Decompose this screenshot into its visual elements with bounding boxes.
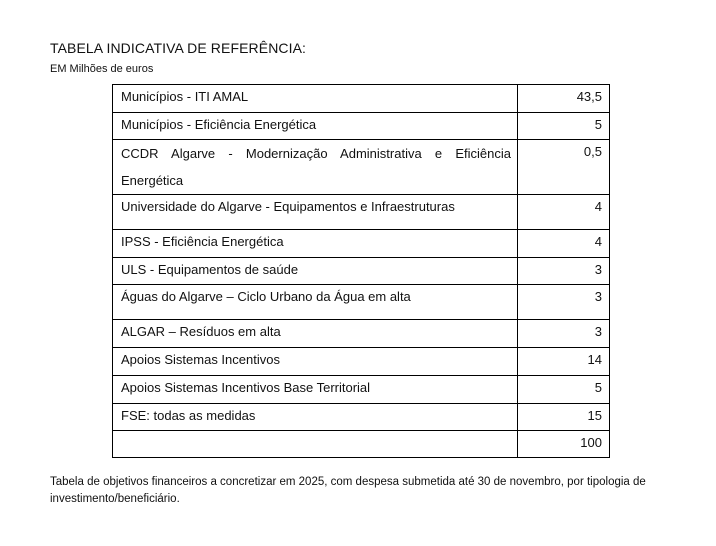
row-value-cell bbox=[518, 348, 610, 376]
row-label-cell bbox=[113, 230, 518, 258]
row-label-cell bbox=[113, 404, 518, 431]
row-label-cell bbox=[113, 348, 518, 376]
row-value: 4 bbox=[594, 234, 602, 249]
table-row bbox=[113, 113, 610, 140]
row-value-cell bbox=[518, 320, 610, 348]
row-value-cell bbox=[518, 285, 610, 320]
row-label: ULS - Equipamentos de saúde bbox=[121, 262, 299, 277]
row-value-cell bbox=[518, 195, 610, 230]
row-value-cell bbox=[518, 140, 610, 195]
table-row bbox=[113, 285, 610, 320]
row-value: 5 bbox=[594, 380, 602, 395]
table-row bbox=[113, 320, 610, 348]
table-row bbox=[113, 230, 610, 258]
row-label: ALGAR – Resíduos em alta bbox=[121, 324, 281, 339]
reference-table bbox=[112, 84, 610, 458]
row-label: Universidade do Algarve - Equipamentos e Infraestruturas bbox=[121, 199, 455, 214]
row-label: FSE: todas as medidas bbox=[121, 408, 256, 423]
table-total-row bbox=[113, 431, 610, 458]
row-value: 5 bbox=[594, 117, 602, 132]
row-label-cell bbox=[113, 376, 518, 404]
row-value: 14 bbox=[587, 352, 602, 367]
row-value: 3 bbox=[594, 289, 602, 304]
row-value-cell bbox=[518, 85, 610, 113]
table-row bbox=[113, 348, 610, 376]
row-value: 3 bbox=[594, 262, 602, 277]
row-value-cell bbox=[518, 113, 610, 140]
row-value: 0,5 bbox=[583, 144, 602, 159]
row-value: 3 bbox=[594, 324, 602, 339]
table-row bbox=[113, 376, 610, 404]
row-value: 43,5 bbox=[576, 89, 602, 104]
total-label bbox=[121, 431, 511, 434]
row-label-cell bbox=[113, 258, 518, 285]
row-value-cell bbox=[518, 230, 610, 258]
footnote: Tabela de objetivos financeiros a concretizar em 2025, com despesa submetida até 30 de novembro, por tipologia de investimento/beneficiário. bbox=[50, 476, 646, 505]
row-value: 15 bbox=[587, 408, 602, 423]
table-row bbox=[113, 195, 610, 230]
row-label-cell bbox=[113, 140, 518, 195]
total-label-cell bbox=[113, 431, 518, 458]
row-value-cell bbox=[518, 376, 610, 404]
table-row bbox=[113, 140, 610, 195]
table-row bbox=[113, 85, 610, 113]
row-label: CCDR Algarve - Modernização Administrativa e Eficiência Energética bbox=[121, 146, 511, 188]
row-label: Apoios Sistemas Incentivos Base Territorial bbox=[121, 380, 371, 395]
table-subtitle: EM Milhões de euros bbox=[50, 63, 154, 75]
table-row bbox=[113, 404, 610, 431]
row-label-cell bbox=[113, 113, 518, 140]
row-label-cell bbox=[113, 285, 518, 320]
row-label-cell bbox=[113, 320, 518, 348]
row-label: Municípios - Eficiência Energética bbox=[121, 117, 317, 132]
row-label: Municípios - ITI AMAL bbox=[121, 89, 249, 104]
row-label-cell bbox=[113, 195, 518, 230]
row-label: Águas do Algarve – Ciclo Urbano da Água em alta bbox=[121, 289, 411, 304]
row-value: 4 bbox=[594, 199, 602, 214]
row-label-cell bbox=[113, 85, 518, 113]
row-label: Apoios Sistemas Incentivos bbox=[121, 352, 280, 367]
total-value-cell bbox=[518, 431, 610, 458]
total-value: 100 bbox=[580, 435, 602, 450]
table-title: TABELA INDICATIVA DE REFERÊNCIA: bbox=[50, 40, 307, 56]
row-value-cell bbox=[518, 258, 610, 285]
row-label: IPSS - Eficiência Energética bbox=[121, 234, 284, 249]
row-value-cell bbox=[518, 404, 610, 431]
table-row bbox=[113, 258, 610, 285]
